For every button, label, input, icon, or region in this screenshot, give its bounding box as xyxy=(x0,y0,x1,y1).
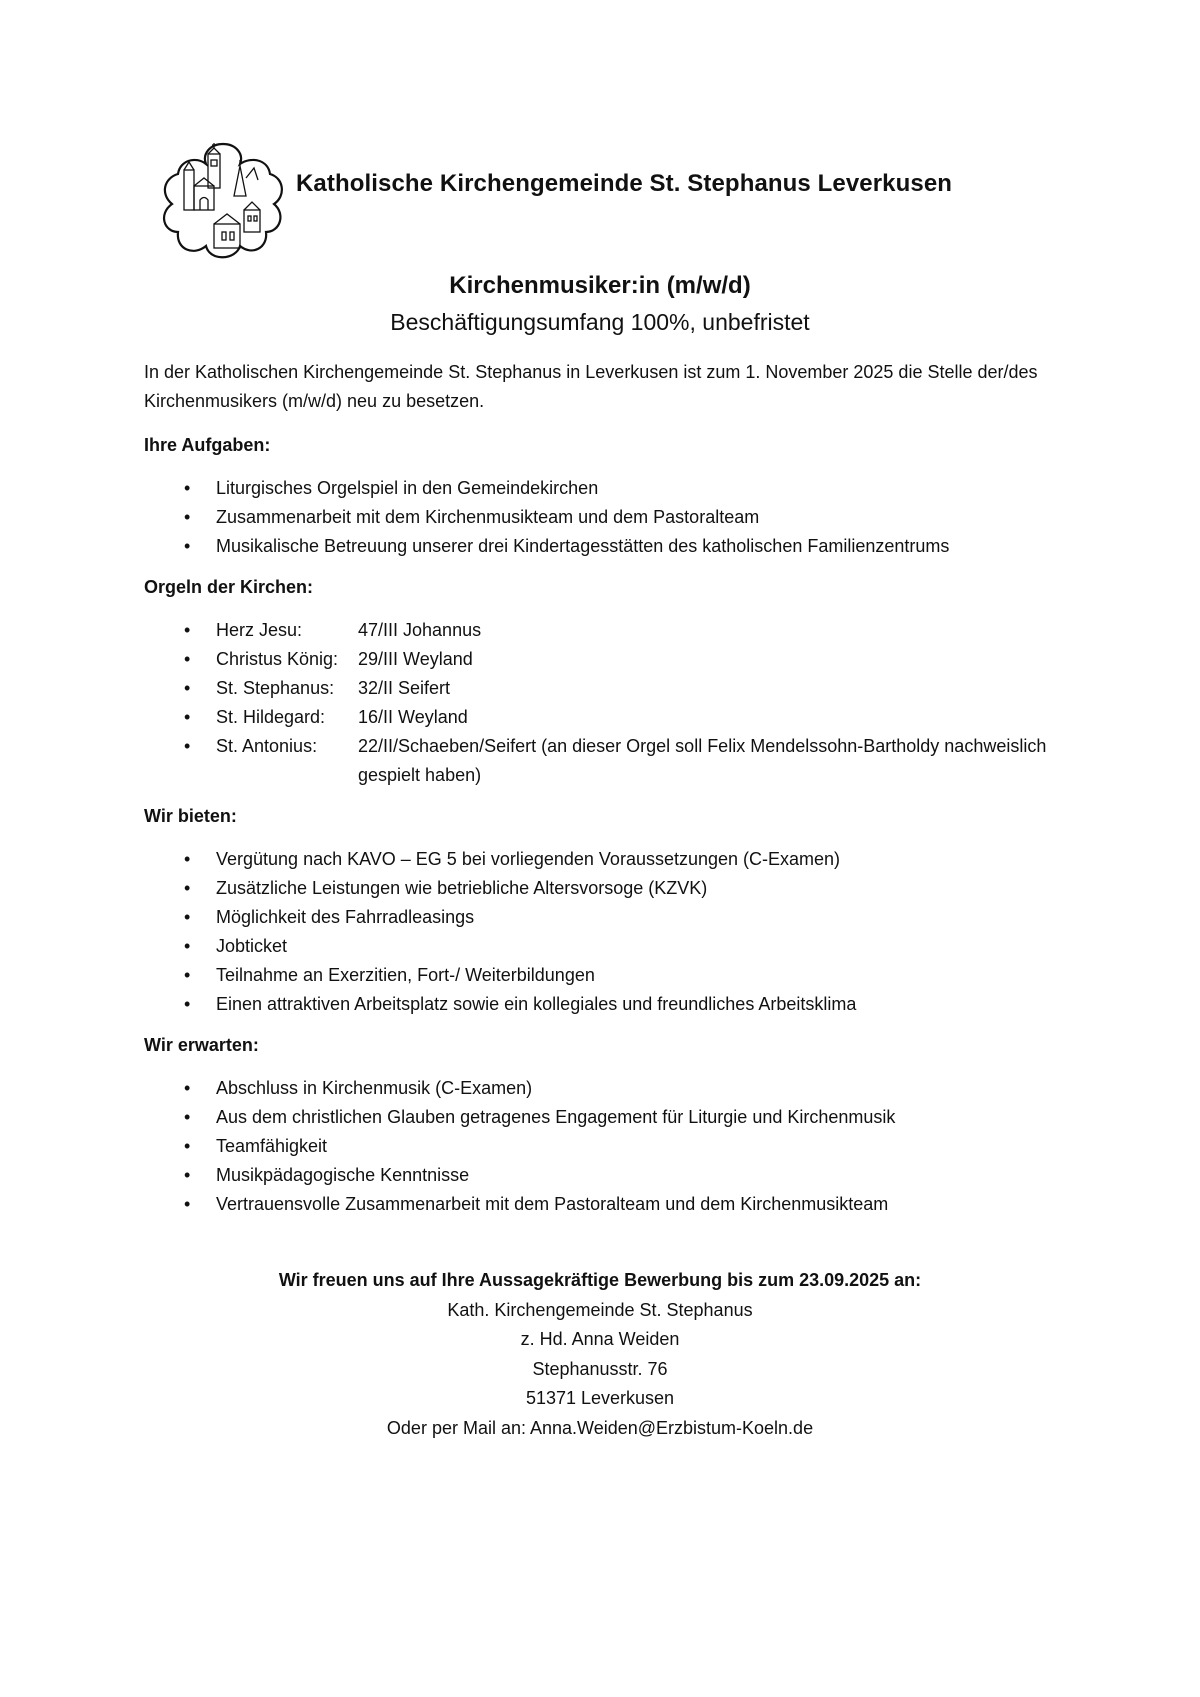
bullet-icon: • xyxy=(184,536,191,556)
contact-city: 51371 Leverkusen xyxy=(525,1388,675,1408)
bullet-icon: • xyxy=(184,1078,191,1098)
organization-name: Katholische Kirchengemeinde St. Stephanus Leverkusen xyxy=(296,170,953,197)
bullet-icon: • xyxy=(184,878,191,898)
posting-body xyxy=(144,358,1074,1231)
job-subtitle: Beschäftigungsumfang 100%, unbefristet xyxy=(390,309,810,335)
bullet-icon: • xyxy=(184,507,191,527)
bullet-icon: • xyxy=(184,994,191,1014)
offer-heading: Wir bieten: xyxy=(144,806,237,826)
organ-description: 22/II/Schaeben/Seifert (an dieser Orgel soll Felix Mendelssohn-Bartholdy nachweislich gespielt haben) xyxy=(358,736,1047,785)
organ-church: St. Stephanus: xyxy=(216,678,335,698)
organ-church: St. Antonius: xyxy=(216,736,318,756)
bullet-icon: • xyxy=(184,965,191,985)
list-item xyxy=(144,732,1074,790)
bullet-icon: • xyxy=(184,620,191,640)
contact-org: Kath. Kirchengemeinde St. Stephanus xyxy=(447,1299,753,1320)
list-item-text: Möglichkeit des Fahrradleasings xyxy=(216,907,475,927)
organs-heading: Orgeln der Kirchen: xyxy=(144,577,314,597)
organ-description: 32/II Seifert xyxy=(358,678,451,698)
list-item-text: Liturgisches Orgelspiel in den Gemeindekirchen xyxy=(216,478,599,498)
expect-heading: Wir erwarten: xyxy=(144,1035,259,1055)
list-item xyxy=(144,616,1074,645)
list-item-text: Einen attraktiven Arbeitsplatz sowie ein kollegiales und freundliches Arbeitsklima xyxy=(216,994,857,1014)
bullet-icon: • xyxy=(184,649,191,669)
bullet-icon: • xyxy=(184,1194,191,1214)
bullet-icon: • xyxy=(184,678,191,698)
organ-church: Herz Jesu: xyxy=(216,620,303,640)
list-item xyxy=(144,874,1074,903)
organ-church: St. Hildegard: xyxy=(216,707,326,727)
application-deadline: Wir freuen uns auf Ihre Aussagekräftige Bewerbung bis zum 23.09.2025 an: xyxy=(278,1270,922,1290)
expect-list xyxy=(144,1074,1074,1219)
intro-paragraph: In der Katholischen Kirchengemeinde St. Stephanus in Leverkusen ist zum 1. November 2025 die Stelle der/des Kirchenmusikers (m/w/d) neu zu besetzen. xyxy=(144,362,1038,411)
tasks-heading: Ihre Aufgaben: xyxy=(144,435,271,455)
list-item xyxy=(144,503,1074,532)
organs-list xyxy=(144,616,1074,790)
bullet-icon: • xyxy=(184,1136,191,1156)
bullet-icon: • xyxy=(184,907,191,927)
bullet-icon: • xyxy=(184,478,191,498)
list-item-text: Zusätzliche Leistungen wie betriebliche Altersvorsoge (KZVK) xyxy=(216,878,708,898)
bullet-icon: • xyxy=(184,736,191,756)
organ-church: Christus König: xyxy=(216,649,339,669)
offer-list xyxy=(144,845,1074,1019)
list-item-text: Jobticket xyxy=(216,936,288,956)
bullet-icon: • xyxy=(184,849,191,869)
list-item xyxy=(144,645,1074,674)
letterhead xyxy=(160,140,1060,270)
contact-street: Stephanusstr. 76 xyxy=(532,1358,668,1379)
job-title: Kirchenmusiker:in (m/w/d) xyxy=(449,272,751,299)
bullet-icon: • xyxy=(184,1165,191,1185)
list-item xyxy=(144,1161,1074,1190)
list-item-text: Vertrauensvolle Zusammenarbeit mit dem Pastoralteam und dem Kirchenmusikteam xyxy=(216,1194,889,1214)
list-item-text: Zusammenarbeit mit dem Kirchenmusikteam und dem Pastoralteam xyxy=(216,507,760,527)
organ-description: 16/II Weyland xyxy=(358,707,468,727)
list-item-text: Vergütung nach KAVO – EG 5 bei vorliegenden Voraussetzungen (C-Examen) xyxy=(216,849,841,869)
list-item xyxy=(144,674,1074,703)
list-item xyxy=(144,932,1074,961)
bullet-icon: • xyxy=(184,936,191,956)
list-item xyxy=(144,1103,1074,1132)
list-item xyxy=(144,474,1074,503)
application-contact xyxy=(0,1266,1200,1443)
bullet-icon: • xyxy=(184,1107,191,1127)
list-item-text: Musikalische Betreuung unserer drei Kindertagesstätten des katholischen Familienzentrums xyxy=(216,536,950,556)
bullet-icon: • xyxy=(184,707,191,727)
tasks-list xyxy=(144,474,1074,561)
contact-email: Oder per Mail an: Anna.Weiden@Erzbistum-Koeln.de xyxy=(386,1417,814,1438)
list-item xyxy=(144,1074,1074,1103)
list-item xyxy=(144,1132,1074,1161)
list-item xyxy=(144,990,1074,1019)
list-item xyxy=(144,961,1074,990)
list-item xyxy=(144,845,1074,874)
list-item xyxy=(144,703,1074,732)
list-item-text: Aus dem christlichen Glauben getragenes Engagement für Liturgie und Kirchenmusik xyxy=(216,1107,896,1127)
list-item-text: Teamfähigkeit xyxy=(216,1136,328,1156)
list-item-text: Musikpädagogische Kenntnisse xyxy=(216,1165,470,1185)
organ-description: 47/III Johannus xyxy=(358,620,482,640)
list-item xyxy=(144,903,1074,932)
list-item-text: Abschluss in Kirchenmusik (C-Examen) xyxy=(216,1078,533,1098)
contact-attention: z. Hd. Anna Weiden xyxy=(520,1329,680,1349)
list-item-text: Teilnahme an Exerzitien, Fort-/ Weiterbildungen xyxy=(216,965,595,985)
church-flower-logo-icon xyxy=(160,140,286,266)
list-item xyxy=(144,532,1074,561)
list-item xyxy=(144,1190,1074,1219)
organ-description: 29/III Weyland xyxy=(358,649,473,669)
